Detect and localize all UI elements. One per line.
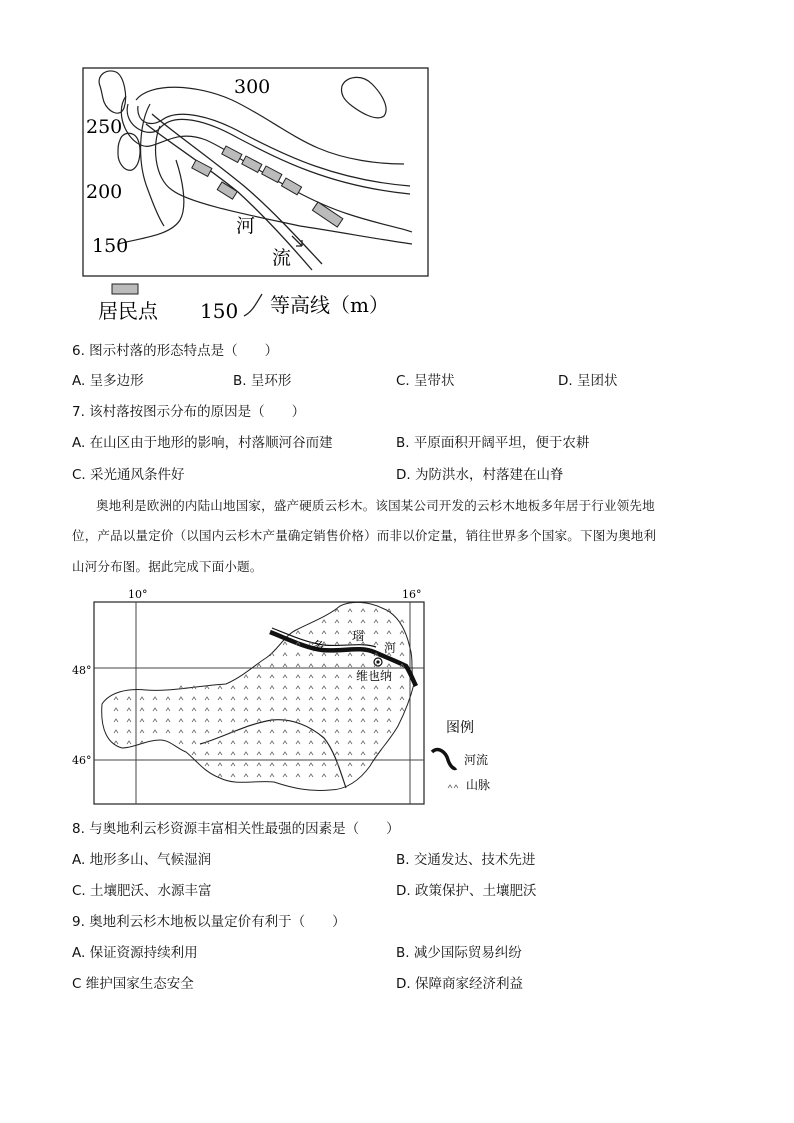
mountain-mark [296, 763, 300, 766]
mountain-mark [231, 697, 235, 700]
city-label-vienna: 维也纳 [356, 669, 393, 683]
mountain-mark [309, 763, 313, 766]
mountain-mark [348, 719, 352, 722]
mountain-mark [218, 752, 222, 755]
mountain-mark [322, 697, 326, 700]
mountain-mark [270, 741, 274, 744]
q6-option-d[interactable]: D. 呈团状 [558, 373, 618, 389]
mountain-mark [348, 741, 352, 744]
mountain-mark [270, 697, 274, 700]
mountain-mark [322, 675, 326, 678]
mountain-mark [257, 730, 261, 733]
mountain-mark [348, 620, 352, 623]
lon-label-16: 16° [402, 588, 422, 601]
mountain-mark [387, 730, 391, 733]
mountain-mark [296, 708, 300, 711]
mountain-mark [335, 697, 339, 700]
mountain-mark [114, 719, 118, 722]
mountain-mark [322, 686, 326, 689]
mountain-mark [270, 686, 274, 689]
mountain-mark [361, 719, 365, 722]
contour-map [0, 0, 794, 330]
mountain-mark [361, 741, 365, 744]
mountain-mark [361, 708, 365, 711]
mountain-mark [400, 631, 404, 634]
mountain-mark [244, 752, 248, 755]
mountain-mark [335, 620, 339, 623]
mountain-mark [283, 741, 287, 744]
settlement-blocks [192, 146, 343, 227]
legend-river-symbol [432, 750, 456, 769]
mountain-mark [296, 675, 300, 678]
mountain-mark [283, 708, 287, 711]
passage-line-1: 奥地利是欧洲的内陆山地国家，盛产硬质云杉木。该国某公司开发的云杉木地板多年居于行业领先地 [96, 498, 655, 513]
mountain-mark [400, 686, 404, 689]
mountain-mark [257, 708, 261, 711]
mountain-mark [231, 708, 235, 711]
mountain-mark [257, 774, 261, 777]
mountain-mark [348, 653, 352, 656]
settlement-block [192, 160, 212, 176]
mountain-mark [335, 763, 339, 766]
mountain-mark [270, 708, 274, 711]
river-label-char-2: 流 [272, 247, 292, 269]
contour-150 [118, 160, 184, 244]
q7-option-b[interactable]: B. 平原面积开阔平坦，便于农耕 [396, 435, 590, 451]
mountain-mark [296, 653, 300, 656]
mountain-mark [114, 697, 118, 700]
mountain-mark [127, 719, 131, 722]
contour-closed-left [118, 133, 140, 170]
settlement-block [217, 182, 237, 199]
mountain-mark [244, 741, 248, 744]
mountain-mark [283, 664, 287, 667]
mountain-mark [335, 686, 339, 689]
mountain-mark [179, 719, 183, 722]
mountain-mark [140, 730, 144, 733]
mountain-mark [322, 664, 326, 667]
mountain-mark [322, 631, 326, 634]
mountain-mark [283, 675, 287, 678]
mountain-mark [309, 653, 313, 656]
mountain-mark [231, 719, 235, 722]
mountain-mark [231, 763, 235, 766]
mountain-mark [153, 708, 157, 711]
mountain-mark [374, 686, 378, 689]
mountain-mark [309, 730, 313, 733]
mountain-mark [322, 653, 326, 656]
mountain-mark [166, 730, 170, 733]
mountain-mark [114, 708, 118, 711]
mountain-mark [205, 763, 209, 766]
mountain-mark [361, 763, 365, 766]
mountain-mark [361, 697, 365, 700]
mountain-mark [270, 653, 274, 656]
mountain-mark [283, 763, 287, 766]
mountain-mark [348, 697, 352, 700]
q8-option-c[interactable]: C. 土壤肥沃、水源丰富 [72, 883, 212, 899]
austria-outline [102, 602, 414, 790]
mountain-mark [205, 708, 209, 711]
mountain-mark [231, 752, 235, 755]
mountain-mark [296, 774, 300, 777]
mountain-mark [400, 697, 404, 700]
q6-stem: 6. 图示村落的形态特点是（ ） [72, 343, 279, 359]
mountain-mark [296, 631, 300, 634]
mountain-mark [374, 642, 378, 645]
mountain-mark [218, 719, 222, 722]
mountain-mark [387, 697, 391, 700]
mountain-mark [244, 774, 248, 777]
q9-option-c[interactable]: C 维护国家生态安全 [72, 976, 194, 992]
mountain-mark [322, 719, 326, 722]
settlement-block [222, 146, 242, 162]
mountain-mark [387, 631, 391, 634]
mountain-mark [309, 752, 313, 755]
q8-option-a[interactable]: A. 地形多山、气候湿润 [72, 852, 212, 868]
mountain-mark [361, 730, 365, 733]
mountain-mark [127, 730, 131, 733]
mountain-mark [296, 697, 300, 700]
q7-option-d[interactable]: D. 为防洪水，村落建在山脊 [396, 467, 564, 483]
mountain-mark [400, 675, 404, 678]
mountain-mark [166, 719, 170, 722]
mountain-mark [348, 763, 352, 766]
contour-closed-right [341, 77, 386, 117]
legend-contour-label: 等高线（m） [270, 293, 389, 317]
mountain-mark [309, 686, 313, 689]
mountain-mark [335, 675, 339, 678]
mountain-mark [309, 697, 313, 700]
mountain-mark [205, 697, 209, 700]
mountain-mark [244, 719, 248, 722]
mountain-mark [244, 763, 248, 766]
q6-option-c[interactable]: C. 呈带状 [396, 373, 455, 389]
mountain-mark [322, 752, 326, 755]
mountain-mark [322, 708, 326, 711]
q9-option-b[interactable]: B. 减少国际贸易纠纷 [396, 945, 522, 961]
mountain-mark [387, 664, 391, 667]
mountain-mark [335, 741, 339, 744]
contour-label-300: 300 [234, 76, 271, 98]
mountain-mark [335, 752, 339, 755]
mountain-mark [270, 763, 274, 766]
mountain-mark [166, 708, 170, 711]
mountain-mark [348, 609, 352, 612]
lat-label-46: 46° [72, 754, 92, 767]
mountain-mark [127, 708, 131, 711]
mountain-mark [127, 697, 131, 700]
q7-option-c[interactable]: C. 采光通风条件好 [72, 467, 185, 483]
mountain-mark [218, 741, 222, 744]
danube-char-1: 多 [312, 639, 325, 653]
lon-label-10: 10° [128, 588, 148, 601]
mountain-mark [283, 697, 287, 700]
mountain-mark [218, 774, 222, 777]
mountain-mark [387, 620, 391, 623]
mountain-mark [348, 675, 352, 678]
mountain-mark [296, 741, 300, 744]
mountain-mark [179, 708, 183, 711]
vienna-marker-dot [376, 660, 379, 663]
austria-map [0, 580, 794, 810]
settlement-block [242, 156, 262, 172]
mountain-mark [192, 708, 196, 711]
mountain-mark [270, 752, 274, 755]
mountain-mark [348, 664, 352, 667]
mountain-mark [140, 708, 144, 711]
contour-label-200: 200 [86, 181, 123, 203]
mountain-mark [335, 653, 339, 656]
mountain-mark [361, 752, 365, 755]
mountain-mark [322, 620, 326, 623]
mountain-mark [348, 708, 352, 711]
q6-option-b[interactable]: B. 呈环形 [233, 373, 292, 389]
mountain-mark [283, 752, 287, 755]
legend-mountain-label: 山脉 [466, 778, 491, 792]
mountain-mark [335, 708, 339, 711]
mountain-mark [270, 730, 274, 733]
river-label-char-1: 河 [236, 215, 256, 237]
legend-contour-value: 150 [200, 299, 239, 323]
mountain-mark [335, 730, 339, 733]
mountain-mark [283, 686, 287, 689]
mountain-mark [192, 697, 196, 700]
mountain-mark [387, 686, 391, 689]
mountain-mark [335, 642, 339, 645]
mountain-mark [192, 719, 196, 722]
danube-char-2: 瑙 [352, 629, 365, 643]
mountain-mark [114, 730, 118, 733]
mountain-mark [257, 675, 261, 678]
mountain-mark [387, 719, 391, 722]
mountain-mark [309, 774, 313, 777]
mountain-mark [244, 697, 248, 700]
mountain-mark [335, 719, 339, 722]
mountain-mark [374, 609, 378, 612]
mountain-mark [400, 620, 404, 623]
mountain-mark [231, 741, 235, 744]
mountain-mark [296, 730, 300, 733]
mountain-mark [374, 741, 378, 744]
mountain-mark [179, 697, 183, 700]
legend-settlement-label: 居民点 [98, 299, 158, 323]
mountain-mark [283, 730, 287, 733]
lat-label-48: 48° [72, 664, 92, 677]
mountain-mark [322, 741, 326, 744]
mountain-mark [374, 719, 378, 722]
mountain-mark [270, 664, 274, 667]
legend-river-label: 河流 [464, 753, 489, 767]
mountain-mark [205, 730, 209, 733]
mountain-mark [374, 752, 378, 755]
settlement-block [282, 178, 302, 195]
mountain-mark [374, 631, 378, 634]
settlement-block [312, 202, 342, 227]
settlement-block [262, 166, 282, 182]
q7-option-a[interactable]: A. 在山区由于地形的影响，村落顺河谷而建 [72, 435, 333, 451]
mountain-mark [257, 697, 261, 700]
mountain-mark [231, 774, 235, 777]
mountain-mark [296, 664, 300, 667]
danube-char-3: 河 [384, 641, 397, 655]
mountain-mark [218, 730, 222, 733]
mountain-mark [309, 675, 313, 678]
mountain-mark [335, 774, 339, 777]
q6-option-a[interactable]: A. 呈多边形 [72, 373, 144, 389]
mountain-mark [322, 763, 326, 766]
mountain-mark [244, 730, 248, 733]
mountain-mark [348, 774, 352, 777]
contour-label-150: 150 [92, 235, 129, 257]
mountain-mark [114, 741, 118, 744]
mountain-mark [296, 719, 300, 722]
mountain-mark [192, 730, 196, 733]
contour-label-250: 250 [86, 116, 123, 138]
mountain-mark [166, 697, 170, 700]
mountain-mark [205, 752, 209, 755]
mountain-mark [335, 664, 339, 667]
mountain-mark [283, 642, 287, 645]
mountain-mark [257, 719, 261, 722]
mountain-mark [309, 741, 313, 744]
mountain-mark [374, 730, 378, 733]
mountain-mark [257, 741, 261, 744]
mountain-mark [231, 686, 235, 689]
mountain-mark [400, 642, 404, 645]
mountain-mark [257, 686, 261, 689]
mountain-mark [309, 708, 313, 711]
mountain-mark [218, 708, 222, 711]
mountain-mark [179, 741, 183, 744]
mountain-mark [296, 686, 300, 689]
mountain-mark [153, 697, 157, 700]
mountain-mark [361, 686, 365, 689]
q9-option-d[interactable]: D. 保障商家经济利益 [396, 976, 523, 992]
mountain-mark [296, 752, 300, 755]
mountain-mark [335, 631, 339, 634]
map1-frame [83, 68, 428, 276]
mountain-mark [374, 708, 378, 711]
mountain-mark [348, 730, 352, 733]
mountain-mark [218, 697, 222, 700]
mountain-mark [192, 752, 196, 755]
mountain-mark [205, 719, 209, 722]
mountain-mark [400, 708, 404, 711]
mountain-mark [348, 686, 352, 689]
mountain-mark [244, 686, 248, 689]
mountain-mark [361, 653, 365, 656]
mountain-mark [348, 752, 352, 755]
contour-250 [121, 96, 412, 232]
mountain-mark [153, 730, 157, 733]
mountain-mark [218, 686, 222, 689]
legend-contour-symbol [244, 294, 262, 316]
mountain-mark [322, 730, 326, 733]
mountain-mark [322, 774, 326, 777]
legend-mountain-symbol [448, 785, 458, 788]
mountain-mark [244, 675, 248, 678]
q9-option-a[interactable]: A. 保证资源持续利用 [72, 945, 198, 961]
mountain-mark [361, 620, 365, 623]
q8-stem: 8. 与奥地利云杉资源丰富相关性最强的因素是（ ） [72, 821, 400, 837]
q7-stem: 7. 该村落按图示分布的原因是（ ） [72, 404, 306, 420]
mountain-mark [309, 631, 313, 634]
mountain-mark [283, 774, 287, 777]
mountain-mark [374, 620, 378, 623]
mountain-mark [400, 653, 404, 656]
mountain-mark [257, 664, 261, 667]
passage-line-2: 位，产品以量定价（以国内云杉木产量确定销售价格）而非以价定量，销往世界多个国家。下图为奥地利 [72, 528, 657, 543]
mountain-mark [257, 752, 261, 755]
q9-stem: 9. 奥地利云杉木地板以量定价有利于（ ） [72, 914, 346, 930]
mountain-mark [309, 719, 313, 722]
mountain-mark [361, 664, 365, 667]
mountain-mark [270, 774, 274, 777]
mountain-mark [192, 741, 196, 744]
q8-option-b[interactable]: B. 交通发达、技术先进 [396, 852, 536, 868]
mountain-mark [361, 609, 365, 612]
contour-300 [136, 87, 404, 164]
mountain-mark [140, 697, 144, 700]
mountain-mark [140, 719, 144, 722]
mountain-mark [179, 730, 183, 733]
mountain-mark [309, 664, 313, 667]
legend-settlement-symbol [112, 284, 138, 294]
mountain-mark [218, 763, 222, 766]
mountain-mark [374, 697, 378, 700]
mountain-mark [244, 708, 248, 711]
mountain-mark [153, 719, 157, 722]
mountain-mark [387, 708, 391, 711]
mountain-mark [205, 686, 209, 689]
q8-option-d[interactable]: D. 政策保护、土壤肥沃 [396, 883, 537, 899]
mountain-mark [257, 763, 261, 766]
mountain-mark [283, 653, 287, 656]
legend-title: 图例 [446, 720, 474, 736]
mountain-mark [270, 675, 274, 678]
passage-line-3: 山河分布图。据此完成下面小题。 [72, 559, 263, 574]
mountain-mark [127, 741, 131, 744]
